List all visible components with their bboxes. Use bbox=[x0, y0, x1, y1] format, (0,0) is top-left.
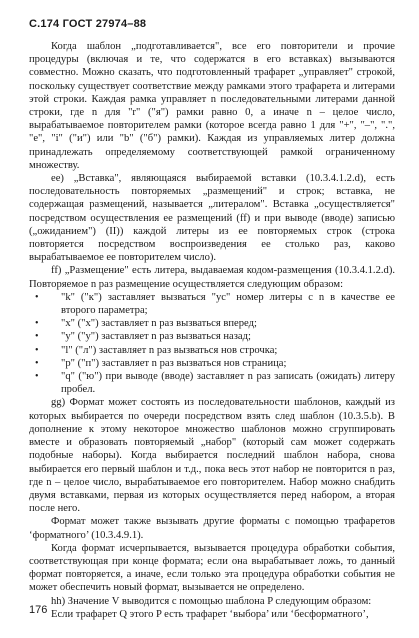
placement-list bbox=[29, 291, 395, 397]
page-header: С.174 ГОСТ 27974–88 bbox=[29, 18, 147, 30]
list-item: • "q" ("ю") при выводе (вводе) заставляет n раз записать (ожидать) литеру пробел. bbox=[29, 370, 395, 396]
list-item: • "k" ("к") заставляет вызваться "ус" номер литеры с n в качестве ее второго параметра; bbox=[29, 291, 395, 317]
paragraph: ff) „Размещение" есть литера, выдаваемая кодом-размещения (10.3.4.1.2.d). Повторяемое n раз размещение осуществляется следующим образом: bbox=[29, 265, 395, 290]
paragraph: ee) „Вставка", являющаяся выбираемой вставки (10.3.4.1.2.d), есть последовательность повторяемых „размещений" и строк; вставка, не содержащая размещений, называется „литералом". Вставка „осуществляется" посредством осуществления ее размещений (ff) и при выводе (вводе) записью („ожиданием") (II)) каждой литеры из ее повторяемых строк (строка повторяется посредством воспроизведения ее столько раз, каково вырабатываемое ее повторителем число). bbox=[29, 173, 395, 264]
paragraph: Если трафарет Q этого P есть трафарет ‘выбора’ или ‘бесформатного’, bbox=[51, 608, 369, 620]
list-item: • "l" ("л") заставляет n раз вызваться нов строчка; bbox=[29, 344, 395, 357]
list-item: • "y" ("у") заставляет n раз вызваться назад; bbox=[29, 330, 395, 343]
page-number: 176 bbox=[29, 604, 48, 616]
paragraph: gg) Формат может состоять из последовательности шаблонов, каждый из которых выбирается по очереди посредством взять след шаблон (10.3.5.b). В дополнение к этому некоторое множество шаблонов можно сгруппировать вместе и образовать повторяемый „набор" (который сам может содержать подобные наборы). Когда выбирается последний шаблон набора, снова выбирается его первый шаблон и т.д., пока весь этот набор не повторится n раз, где n – целое число, вырабатываемое его повторителем. Набор можно снабдить двумя вставками, первая из которых осуществляется перед набором, а вторая после него. bbox=[29, 397, 395, 515]
paragraph: hh) Значение V выводится с помощью шаблона P следующим образом: bbox=[51, 595, 372, 607]
list-item: • "p" ("п") заставляет n раз вызваться нов страница; bbox=[29, 357, 395, 370]
paragraph: Когда шаблон „подготавливается", все его повторители и прочие процедуры (включая и те, что содержатся в его вставках) вызываются совместно. Можно сказать, что подготовленный трафарет „управляет" строкой, поскольку существует соответствие между рамками этого трафарета и литерами этой строки. Каждая рамка управляет n последовательными литерами данной строки, где n для "r" ("я") рамки равно 0, а иначе n – целое число, вырабатываемое повторителем рамки (которое всегда равно 1 для "+", "–", ".", "e", "i" ("и") или "b" ("б") рамки). Каждая из управляемых литер должна принадлежать определяемому соответствующей рамкой ограниченному множеству. bbox=[29, 41, 395, 171]
paragraph: Формат может также вызывать другие форматы с помощью трафаретов ‘форматного’ (10.3.4.9.1). bbox=[29, 516, 395, 541]
page-body bbox=[29, 40, 395, 621]
paragraph: Когда формат исчерпывается, вызывается процедура обработки события, соответствующая при конце формата; если она вырабатывает ложь, то данный формат повторяется, а иначе, если только эта процедура обработки события не может обеспечить новый формат, вызывается не определено. bbox=[29, 542, 395, 594]
list-item: • "x" ("х") заставляет n раз вызваться вперед; bbox=[29, 317, 395, 330]
